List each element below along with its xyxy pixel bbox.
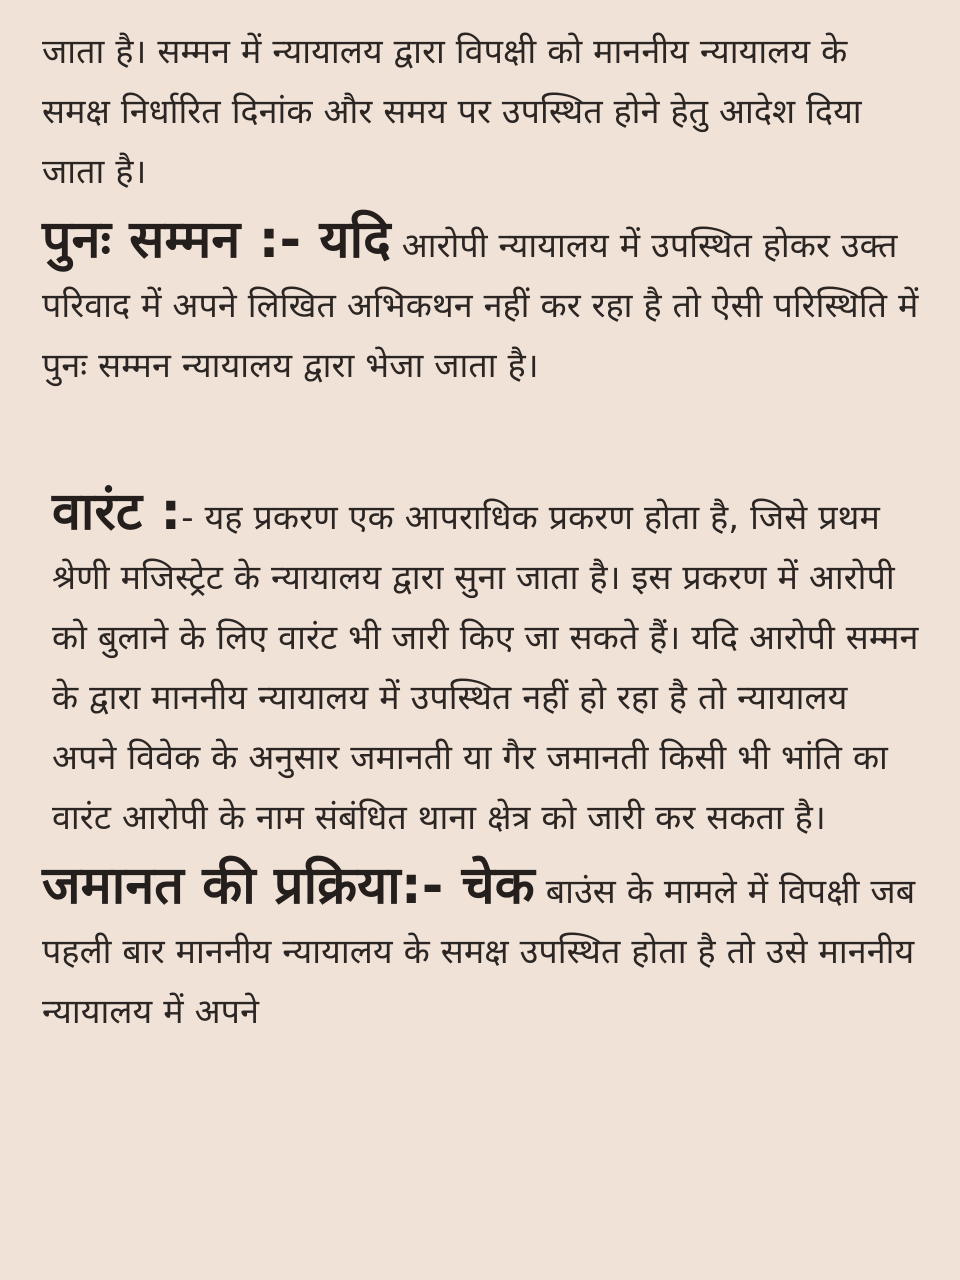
warrant-body: यह प्रकरण एक आपराधिक प्रकरण होता है, जिसे प्रथम श्रेणी मजिस्ट्रेट के न्यायालय द्वारा सुना जाता है। इस प्रकरण में आरोपी को बुलाने के लिए वारंट भी जारी किए जा सकते हैं। यदि आरोपी सम्मन के द्वारा माननीय न्यायालय में उपस्थित नहीं हो रहा है तो न्यायालय अपने विवेक के अनुसार जमानती या गैर जमानती किसी भी भांति का वारंट आरोपी के नाम संबंधित थाना क्षेत्र को जारी कर सकता है। [52, 498, 919, 838]
intro-paragraph [42, 22, 920, 202]
bail-paragraph [42, 856, 920, 1042]
warrant-dash: - [181, 498, 194, 538]
bail-heading: जमानत की प्रक्रिया:- चेक [42, 856, 535, 916]
resummons-body: आरोपी न्यायालय में उपस्थित होकर उक्त परिवाद में अपने लिखित अभिकथन नहीं कर रहा है तो ऐसी परिस्थिति में पुनः सम्मन न्यायालय द्वारा भेजा जाता है। [42, 226, 919, 386]
warrant-paragraph [42, 482, 920, 848]
resummons-paragraph [42, 210, 920, 396]
bail-body: बाउंस के मामले में विपक्षी जब पहली बार माननीय न्यायालय के समक्ष उपस्थित होता है तो उसे माननीय न्यायालय में अपने [42, 872, 916, 1032]
resummons-heading: पुनः सम्मन :- यदि [42, 210, 391, 270]
warrant-heading: वारंट : [52, 482, 182, 542]
intro-text: जाता है। सम्मन में न्यायालय द्वारा विपक्षी को माननीय न्यायालय के समक्ष निर्धारित दिनांक और समय पर उपस्थित होने हेतु आदेश दिया जाता है। [42, 32, 862, 192]
paragraph-gap [42, 396, 920, 482]
